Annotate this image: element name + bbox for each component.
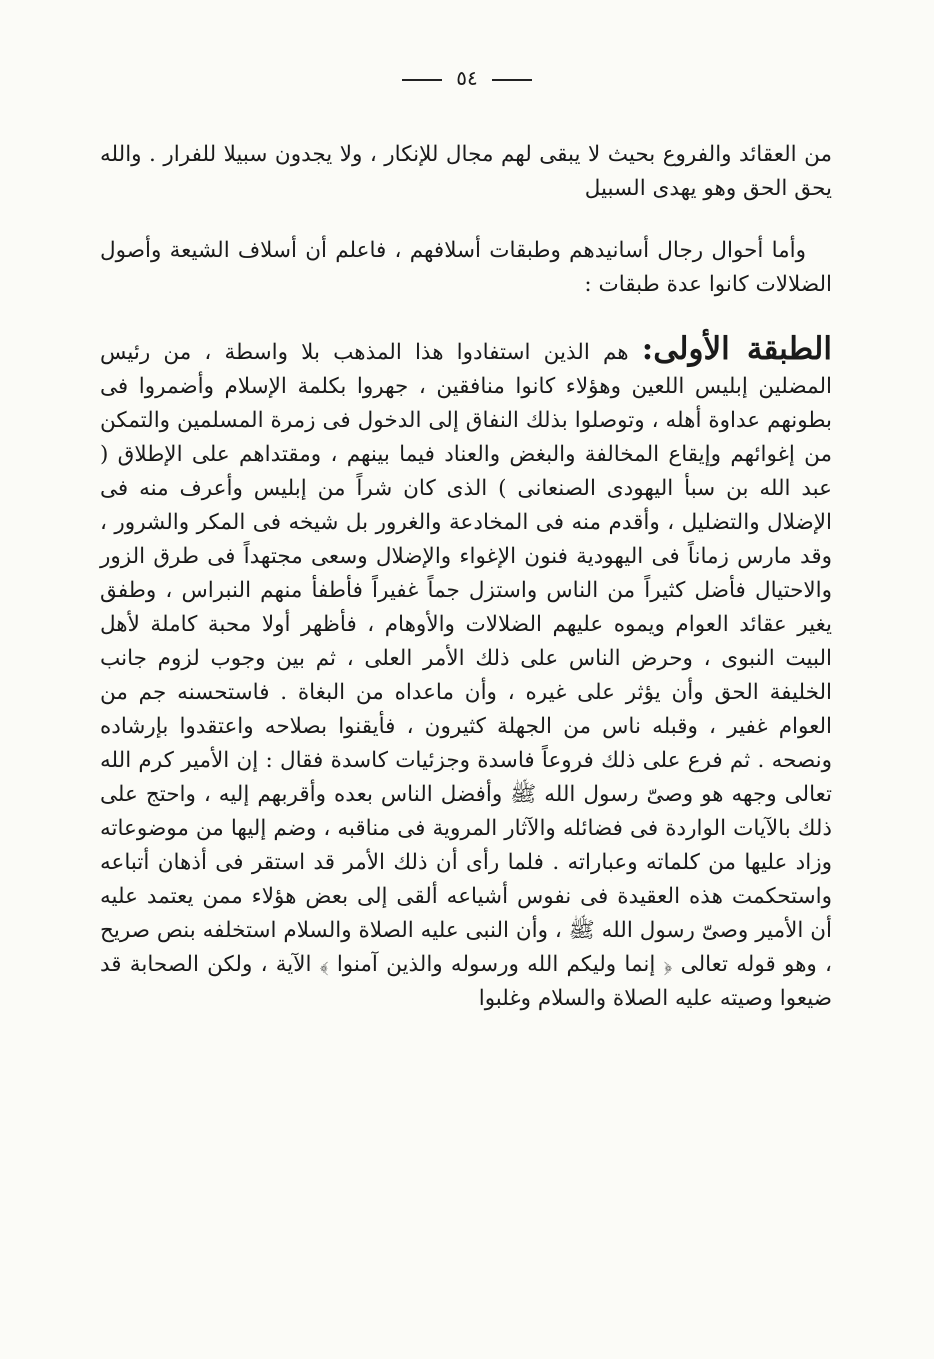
page-number: ٥٤ — [456, 66, 478, 90]
body-text — [100, 138, 832, 1016]
paragraph-3-body: هم الذين استفادوا هذا المذهب بلا واسطة ، من رئيس المضلين إبليس اللعين وهؤلاء كانوا منافقين ، جهروا بكلمة الإسلام وأضمروا فى بطونهم عداوة أهله ، وتوصلوا بذلك النفاق إلى الدخول فى زمرة المسلمين والتمكن من إغوائهم وإيقاع المخالفة والبغض والعناد فيما بينهم ، ومقتداهم على الإطلاق ( عبد الله بن سبأ اليهودى الصنعانى ) الذى كان شراً من إبليس وأعرف منه فى الإضلال والتضليل ، وأقدم منه فى المخادعة والغرور بل شيخه فى المكر والشرور ، وقد مارس زماناً فى اليهودية فنون الإغواء والإضلال وسعى مجتهداً فى طرق الزور والاحتيال فأضل كثيراً من الناس واستزل جماً غفيراً فأطفأ منهم النبراس ، وطفق يغير عقائد العوام ويموه عليهم الضلالات والأوهام ، فأظهر أولا محبة كاملة لأهل البيت النبوى ، وحرض الناس على ذلك الأمر العلى ، ثم بين وجوب لزوم جانب الخليفة الحق وأن يؤثر على غيره ، وأن ماعداه من البغاة . فاستحسنه جم من العوام غفير ، وقبله ناس من الجهلة كثيرون ، فأيقنوا بصلاحه واعتقدوا بإرشاده ونصحه . ثم فرع على ذلك فروعاً فاسدة وجزئيات كاسدة فقال : إن الأمير كرم الله تعالى وجهه هو وصىّ رسول الله ﷺ وأفضل الناس بعده وأقربهم إليه ، واحتج على ذلك بالآيات الواردة فى فضائله والآثار المروية فى مناقبه ، وضم إليها من موضوعاته وزاد عليها من كلماته وعباراته . فلما رأى أن ذلك الأمر قد استقر فى أذهان أتباعه واستحكمت هذه العقيدة فى نفوس أشياعه ألقى إلى بعض هؤلاء ممن يعتمد عليه أن الأمير وصىّ رسول الله ﷺ ، وأن النبى عليه الصلاة والسلام استخلفه بنص صريح ، وهو قوله تعالى ﴿ إنما وليكم الله ورسوله والذين آمنوا ﴾ الآية ، ولكن الصحابة قد ضيعوا وصيته عليه الصلاة والسلام وغلبوا — [100, 340, 832, 1011]
left-dash — [402, 79, 442, 81]
page-number-header — [0, 66, 934, 90]
paragraph-2: وأما أحوال رجال أسانيدهم وطبقات أسلافهم ، فاعلم أن أسلاف الشيعة وأصول الضلالات كانوا عدة طبقات : — [100, 238, 832, 297]
section-heading-first-class: الطبقة الأولى: — [641, 331, 832, 367]
paragraph-1: من العقائد والفروع بحيث لا يبقى لهم مجال للإنكار ، ولا يجدون سبيلا للفرار . والله يحق الحق وهو يهدى السبيل — [100, 142, 832, 201]
paragraph-3 — [100, 332, 832, 1016]
right-dash — [492, 79, 532, 81]
